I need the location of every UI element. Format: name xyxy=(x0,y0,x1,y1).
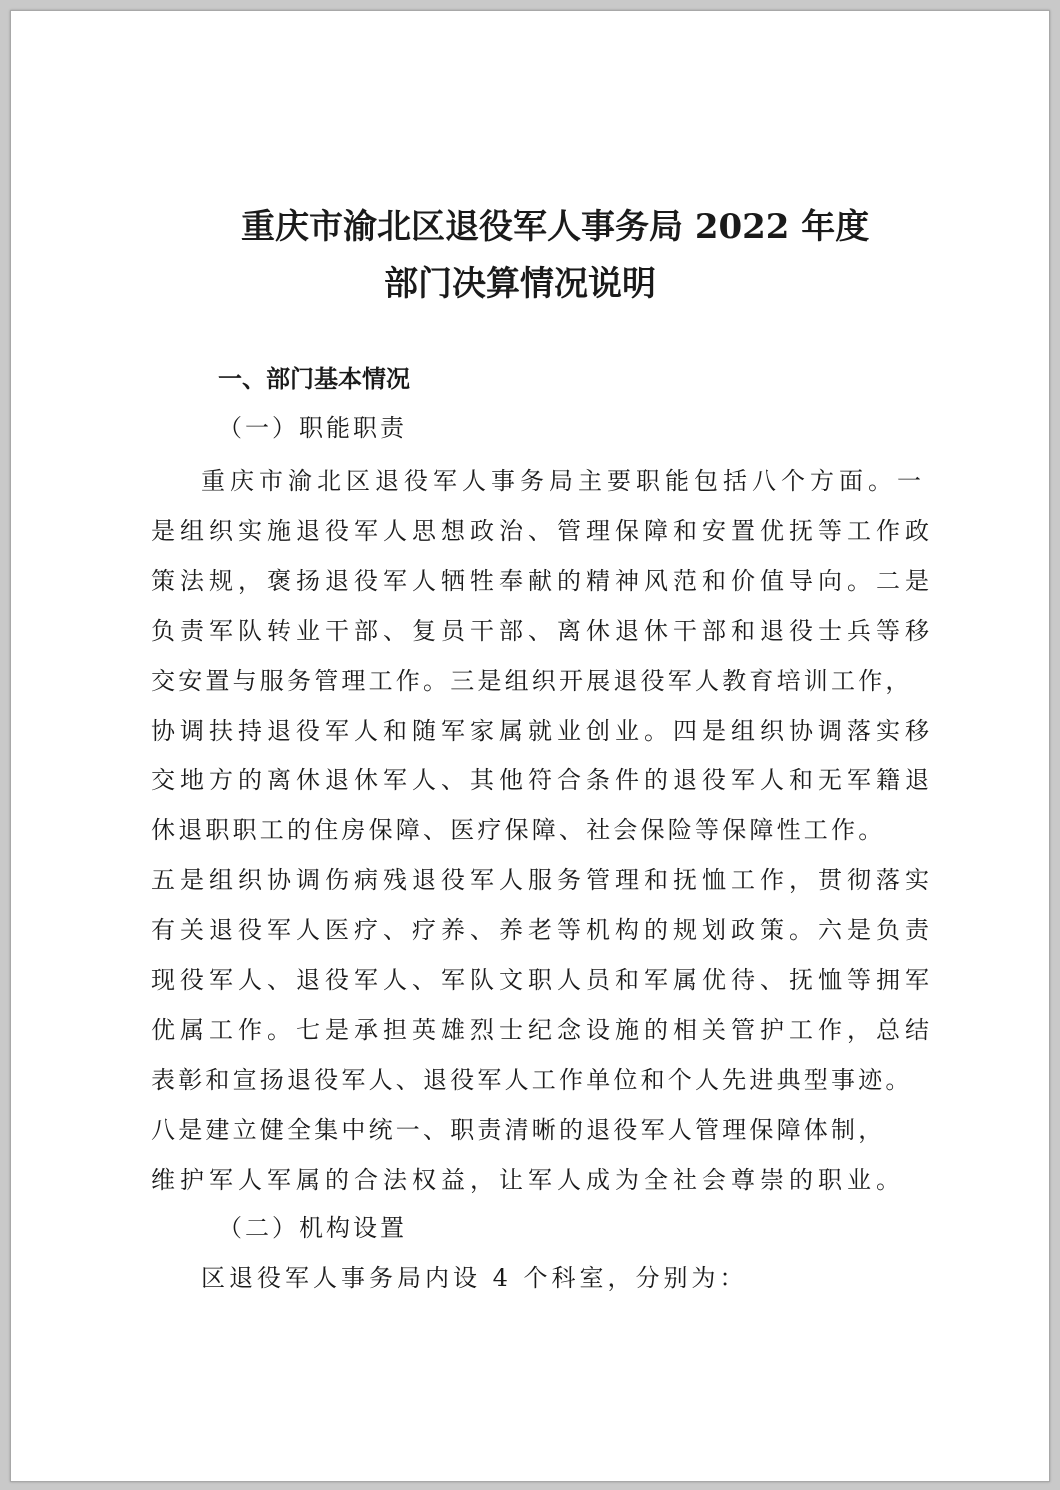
structure-paragraph: 区退役军人事务局内设 4 个科室，分别为： xyxy=(201,1264,748,1292)
paragraph-line: 协调扶持退役军人和随军家属就业创业。四是组织协调落实移 xyxy=(151,716,934,745)
document-title-line-2: 部门决算情况说明 xyxy=(384,264,656,304)
paragraph-line: 现役军人、退役军人、军队文职人员和军属优待、抚恤等拥军 xyxy=(151,966,934,995)
paragraph-line: 五是组织协调伤病残退役军人服务管理和抚恤工作，贯彻落实 xyxy=(151,866,934,895)
paragraph-line: 有关退役军人医疗、疗养、养老等机构的规划政策。六是负责 xyxy=(151,916,934,945)
paragraph-line: 策法规，褒扬退役军人牺牲奉献的精神风范和价值导向。二是 xyxy=(151,566,934,595)
paragraph-line: 交地方的离休退休军人、其他符合条件的退役军人和无军籍退 xyxy=(151,766,934,795)
duties-paragraph xyxy=(151,457,951,1206)
document-page xyxy=(10,10,1050,1482)
paragraph-line: 维护军人军属的合法权益，让军人成为全社会尊崇的职业。 xyxy=(151,1165,905,1194)
paragraph-line: 八是建立健全集中统一、职责清晰的退役军人管理保障体制， xyxy=(151,1115,886,1144)
subsection-heading-structure: （二）机构设置 xyxy=(218,1214,407,1242)
paragraph-line: 负责军队转业干部、复员干部、离休退休干部和退役士兵等移 xyxy=(151,616,934,645)
paragraph-line: 是组织实施退役军人思想政治、管理保障和安置优抚等工作政 xyxy=(151,516,934,545)
paragraph-line: 休退职职工的住房保障、医疗保障、社会保险等保障性工作。 xyxy=(151,816,886,845)
paragraph-line: 优属工作。七是承担英雄烈士纪念设施的相关管护工作，总结 xyxy=(151,1015,934,1044)
document-title-line-1: 重庆市渝北区退役军人事务局 2022 年度 xyxy=(241,207,870,247)
paragraph-line: 交安置与服务管理工作。三是组织开展退役军人教育培训工作， xyxy=(151,666,913,695)
paragraph-line: 表彰和宣扬退役军人、退役军人工作单位和个人先进典型事迹。 xyxy=(151,1065,913,1094)
subsection-heading-duties: （一）职能职责 xyxy=(218,414,407,442)
section-heading: 一、部门基本情况 xyxy=(218,365,410,393)
paragraph-line: 重庆市渝北区退役军人事务局主要职能包括八个方面。一 xyxy=(201,467,926,495)
